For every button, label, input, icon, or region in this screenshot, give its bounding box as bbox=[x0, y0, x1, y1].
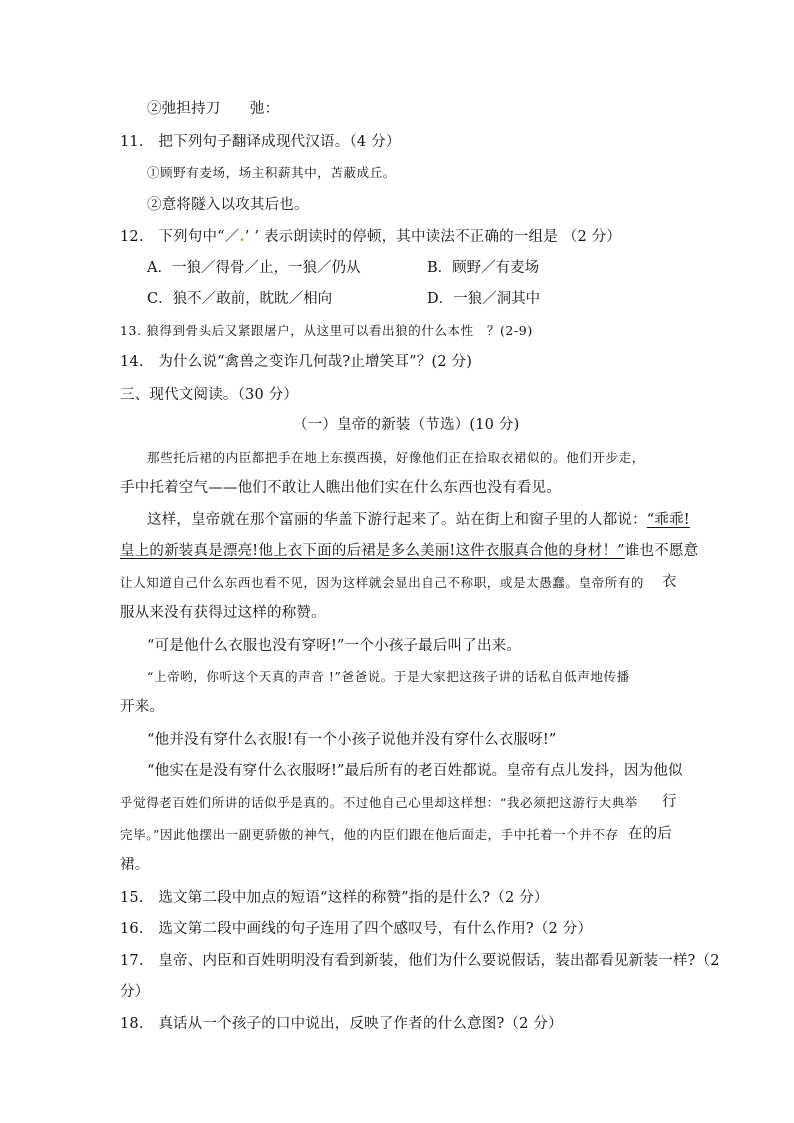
q17-continuation: 分） bbox=[120, 984, 150, 1000]
q11-heading: 11. 把下列句子翻译成现代汉语。（4 分） bbox=[120, 134, 401, 150]
q17-heading: 17. 皇帝、内臣和百姓明明没有看到新装，他们为什么要说假话，装出都看见新装一样?（2 bbox=[120, 953, 720, 969]
passage-text: 在的后 bbox=[628, 826, 673, 842]
q18-heading: 18. 真话从一个孩子的口中说出，反映了作者的什么意图?（2 分） bbox=[120, 1016, 563, 1032]
q16-heading: 16. 选文第二段中画线的句子连用了四个感叹号，有什么作用?（2 分） bbox=[120, 921, 593, 937]
q12-text-end: ’ ’ 表示朗读时的停顿，其中读法不正确的一组是 （2 分） bbox=[244, 229, 622, 245]
q11-sentence-2: ②意将隧入以攻其后也。 bbox=[147, 197, 309, 213]
q12-option-b: B．顾野／有麦场 bbox=[427, 260, 540, 276]
passage-text: 行 bbox=[662, 794, 677, 810]
passage-line: “可是他什么衣服也没有穿呀!”一个小孩子最后叫了出来。 bbox=[147, 638, 522, 654]
passage-line bbox=[147, 510, 690, 530]
q12-option-c: C．狼不／敢前，眈眈／相向 bbox=[147, 291, 333, 307]
q12-heading bbox=[120, 227, 621, 247]
passage-line: 手中托着空气——他们不敢让人瞧出他们实在什么东西也没有看见。 bbox=[120, 480, 561, 496]
underlined-sentence: 皇上的新装真是漂亮!他上衣下面的后裙是多么美丽!这件衣服真合他的身材！” bbox=[120, 543, 625, 559]
passage-line: “他并没有穿什么衣服!有一个小孩子说他并没有穿什么衣服呀!” bbox=[147, 732, 557, 748]
passage-text: 让人知道自己什么东西也看不见，因为这样就会显出自己不称职，或是太愚蠢。皇帝所有的 bbox=[120, 575, 645, 590]
passage-line: 完毕。”因此他摆出一副更骄傲的神气，他的内臣们跟在他后面走，手中托着一个并不存 bbox=[120, 827, 619, 842]
passage-title: （一）皇帝的新装（节选）(10 分) bbox=[293, 417, 520, 433]
passage-line: 那些托后裙的内臣都把手在地上东摸西摸，好像他们正在拾取衣裙似的。他们开步走， bbox=[147, 450, 645, 465]
q11-sentence-1: ①顾野有麦场，场主积薪其中，苫蔽成丘。 bbox=[147, 165, 396, 180]
passage-text: 这样，皇帝就在那个富丽的华盖下游行起来了。站在街上和窗子里的人都说： bbox=[147, 512, 647, 528]
underlined-sentence: “乖乖! bbox=[646, 512, 690, 528]
q12-option-a: A．一狼／得骨／止，一狼／仍从 bbox=[147, 260, 361, 276]
q15-heading: 15. 选文第二段中加点的短语“这样的称赞”指的是什么?（2 分） bbox=[120, 890, 549, 906]
q10-item-2: ②弛担持刀 弛： bbox=[147, 101, 280, 117]
passage-line bbox=[120, 541, 698, 561]
section-3-heading: 三、现代文阅读。（30 分） bbox=[120, 387, 299, 403]
passage-line: 乎觉得老百姓们所讲的话似乎是真的。不过他自己心里却这样想：“我必须把这游行大典举 bbox=[120, 795, 638, 810]
passage-line: 开来。 bbox=[120, 699, 165, 715]
passage-text: 谁也不愿意 bbox=[624, 543, 699, 559]
passage-line: “他实在是没有穿什么衣服呀!”最后所有的老百姓都说。皇帝有点儿发抖，因为他似 bbox=[147, 763, 683, 779]
passage-line: 裙。 bbox=[120, 857, 150, 873]
passage-line: “上帝哟，你听这个天真的声音 !”爸爸说。于是大家把这孩子讲的话私自低声地传播 bbox=[147, 669, 630, 684]
passage-text: 衣 bbox=[662, 574, 677, 590]
q12-text-start: 12. 下列句中“／ bbox=[120, 229, 240, 245]
emphasis-dot-icon: . bbox=[239, 228, 245, 245]
q12-option-d: D．一狼／洞其中 bbox=[427, 291, 541, 307]
q13-heading: 13. 狼得到骨头后又紧跟屠户，从这里可以看出狼的什么本性 ？(2-9) bbox=[120, 323, 533, 338]
passage-line bbox=[120, 573, 644, 593]
q14-heading: 14. 为什么说“禽兽之变诈几何哉?止增笑耳”？(2 分) bbox=[120, 354, 473, 370]
passage-line: 服从来没有获得过这样的称赞。 bbox=[120, 605, 326, 621]
